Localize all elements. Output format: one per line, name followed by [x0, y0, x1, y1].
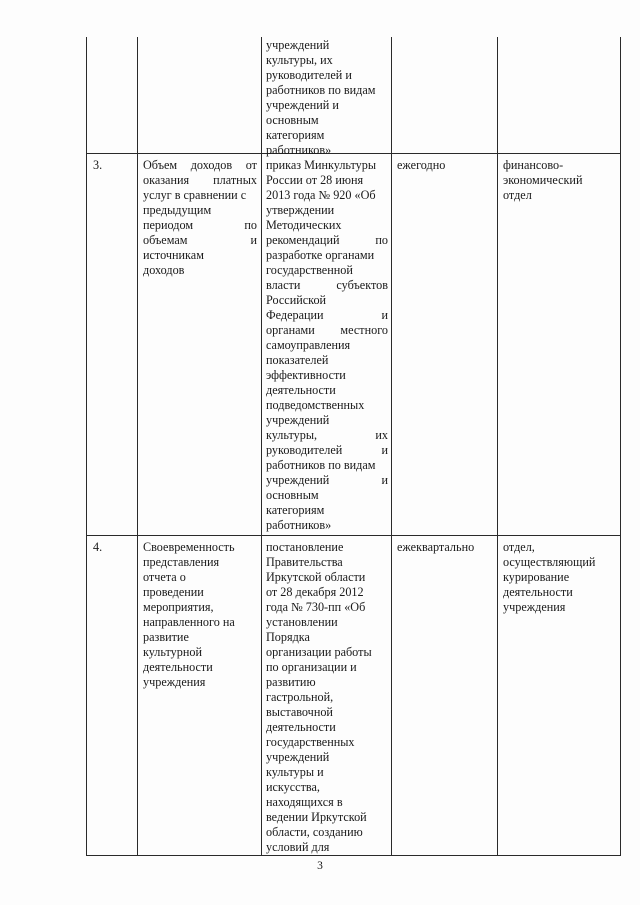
responsible-line: учреждения: [503, 600, 566, 614]
indicator-word: и: [250, 233, 257, 247]
responsible-line: отдел: [503, 188, 532, 202]
indicator-word: доходов: [190, 158, 233, 172]
doc-line: категориям: [266, 128, 325, 142]
table-divider-1: [137, 37, 138, 855]
indicator-cell: [143, 540, 257, 690]
doc-word: приказ Минкультуры: [266, 158, 377, 172]
indicator-word: отчета о: [143, 570, 186, 584]
responsible-line: отдел,: [503, 540, 535, 554]
document-cell: [266, 540, 388, 855]
table-border-right: [620, 37, 621, 855]
doc-word: показателей: [266, 353, 329, 367]
doc-word: руководителей: [266, 443, 343, 457]
doc-word: Иркутской области: [266, 570, 366, 584]
doc-word: и: [381, 473, 388, 487]
doc-word: основным: [266, 488, 319, 502]
indicator-word: периодом: [143, 218, 194, 232]
indicator-word: проведении: [143, 585, 204, 599]
indicator-word: источникам: [143, 248, 204, 262]
doc-word: государственных: [266, 735, 355, 749]
doc-word: и: [381, 308, 388, 322]
table-border-bottom: [86, 855, 621, 856]
doc-word: года № 730-пп «Об: [266, 600, 366, 614]
indicator-word: от: [245, 158, 257, 172]
indicator-word: Своевременность: [143, 540, 235, 554]
doc-word: рекомендаций: [266, 233, 340, 247]
table-row-border: [86, 535, 621, 536]
doc-word: власти: [266, 278, 301, 292]
indicator-word: мероприятия,: [143, 600, 214, 614]
doc-word: Порядка: [266, 630, 310, 644]
doc-word: по организации и: [266, 660, 357, 674]
doc-word: разработке органами: [266, 248, 375, 262]
indicator-word: оказания: [143, 173, 190, 187]
doc-word: органами: [266, 323, 315, 337]
doc-word: культуры,: [266, 428, 318, 442]
responsible-cell: [503, 540, 617, 615]
indicator-word: услуг в сравнении с: [143, 188, 247, 202]
responsible-line: экономический: [503, 173, 583, 187]
indicator-word: учреждения: [143, 675, 206, 689]
periodicity-cell: ежеквартально: [397, 540, 475, 554]
doc-word: условий для: [266, 840, 330, 854]
doc-word: государственной: [266, 263, 353, 277]
page-number: 3: [317, 860, 323, 872]
indicator-word: доходов: [143, 263, 185, 277]
doc-word: искусства,: [266, 780, 320, 794]
doc-word: эффективности: [266, 368, 346, 382]
doc-word: учреждений: [266, 413, 330, 427]
doc-word: учреждений: [266, 750, 330, 764]
responsible-line: деятельности: [503, 585, 573, 599]
doc-word: развитию: [266, 675, 316, 689]
doc-word: по: [375, 233, 388, 247]
responsible-cell: [503, 158, 617, 203]
doc-word: России от 28 июня: [266, 173, 364, 187]
doc-line: работников по видам: [266, 83, 376, 97]
doc-line: учреждений: [266, 38, 330, 52]
table-divider-3: [391, 37, 392, 855]
doc-word: ведении Иркутской: [266, 810, 367, 824]
doc-word: гастрольной,: [266, 690, 334, 704]
doc-word: работников по видам: [266, 458, 376, 472]
doc-word: деятельности: [266, 383, 336, 397]
doc-word: местного: [340, 323, 388, 337]
doc-word: 2013 года № 920 «Об: [266, 188, 376, 202]
doc-line: учреждений и: [266, 98, 339, 112]
indicator-word: культурной: [143, 645, 202, 659]
indicator-word: представления: [143, 555, 220, 569]
row-number: 4.: [93, 540, 103, 554]
responsible-line: курирование: [503, 570, 570, 584]
indicator-word: по: [244, 218, 257, 232]
responsible-line: финансово-: [503, 158, 564, 172]
doc-word: деятельности: [266, 720, 336, 734]
doc-word: категориям: [266, 503, 325, 517]
doc-word: учреждений: [266, 473, 330, 487]
responsible-line: осуществляющий: [503, 555, 596, 569]
periodicity-cell: ежегодно: [397, 158, 446, 172]
doc-word: организации работы: [266, 645, 372, 659]
indicator-word: развитие: [143, 630, 189, 644]
doc-line: основным: [266, 113, 319, 127]
doc-word: находящихся в: [266, 795, 343, 809]
doc-word: установлении: [266, 615, 338, 629]
doc-word: субъектов: [336, 278, 388, 292]
table-divider-4: [497, 37, 498, 855]
doc-word: Российской: [266, 293, 327, 307]
doc-word: и: [381, 443, 388, 457]
doc-word: Методических: [266, 218, 342, 232]
table-row-continued: [266, 38, 388, 158]
doc-line: руководителей и: [266, 68, 352, 82]
doc-word: утверждении: [266, 203, 335, 217]
document-cell: [266, 158, 388, 533]
doc-line: работников»: [266, 143, 332, 157]
indicator-word: предыдущим: [143, 203, 212, 217]
doc-line: культуры, их: [266, 53, 333, 67]
doc-word: культуры и: [266, 765, 324, 779]
indicator-word: направленного на: [143, 615, 235, 629]
doc-word: подведомственных: [266, 398, 365, 412]
table-divider-2: [261, 37, 262, 855]
row-number: 3.: [93, 158, 103, 172]
indicator-word: деятельности: [143, 660, 213, 674]
doc-word: от 28 декабря 2012: [266, 585, 364, 599]
doc-word: выставочной: [266, 705, 333, 719]
indicator-cell: [143, 158, 257, 278]
doc-word: работников»: [266, 518, 332, 532]
doc-word: их: [375, 428, 388, 442]
indicator-word: Объем: [143, 158, 178, 172]
doc-word: самоуправления: [266, 338, 351, 352]
doc-word: постановление: [266, 540, 344, 554]
table-border-left: [86, 37, 87, 855]
doc-word: Федерации: [266, 308, 324, 322]
indicator-word: объемам: [143, 233, 188, 247]
doc-word: Правительства: [266, 555, 343, 569]
doc-word: области, созданию: [266, 825, 363, 839]
indicator-word: платных: [213, 173, 257, 187]
